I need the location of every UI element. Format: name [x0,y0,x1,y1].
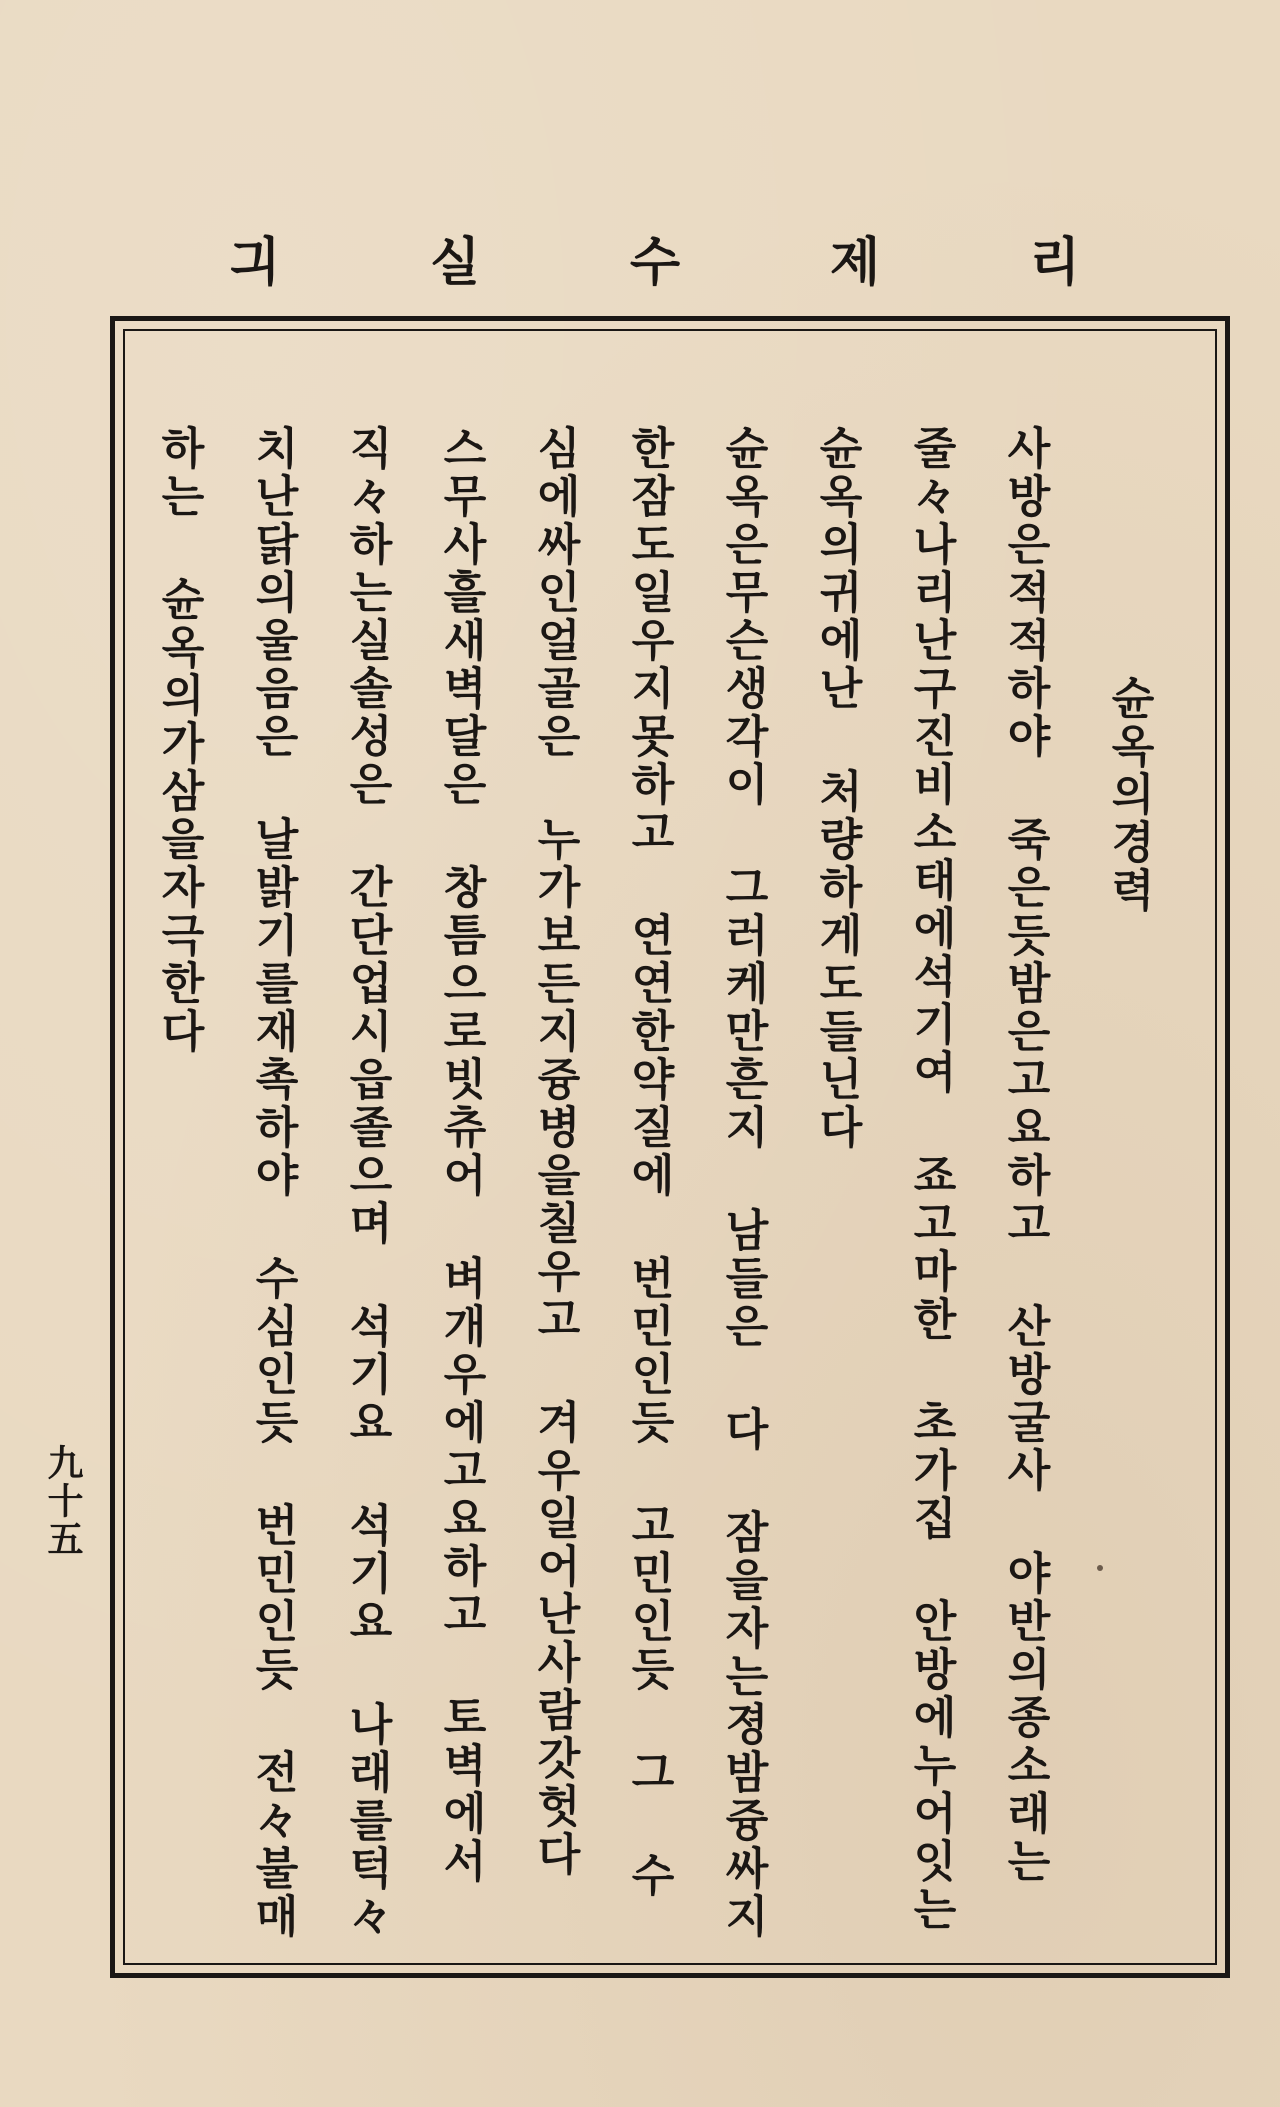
running-title-char: 실 [429,231,481,293]
text-column: 한잠도일우지못하고 연연한약질에 번민인듯 고민인듯 그 수 [623,425,674,1900]
text-column: 사방은적적하야 죽은듯밤은고요하고 산방굴사 야반의종소래는 [999,425,1050,1886]
text-column: 스무사흘새벽달은 창틈으로빗츄어 벼개우에고요하고 토벽에서 [435,425,486,1886]
running-title-char: 리 [1029,231,1080,293]
vertical-text-block [153,425,1175,1941]
text-column: 직々하는실솔성은 간단업시읍졸으며 석기요 석기요 나래를턱々 [341,425,392,1941]
running-title-char: 긔 [230,231,281,293]
page-number: 九十五 [42,1444,84,1558]
text-column: 줄々나리난구진비소태에석기여 죠고마한 초가집 안방에누어잇는 [905,425,956,1934]
paper-speck [1097,1565,1103,1571]
text-column: 치난닭의울음은 날밝기를재촉하야 수심인듯 번민인듯 전々불매 [247,425,298,1941]
running-title [230,222,1080,292]
text-column: 심에싸인얼골은 누가보든지즁병을칠우고 겨우일어난사람갓헛다 [529,425,580,1879]
running-title-char: 제 [829,231,881,293]
section-heading: 슌옥의경력 [1103,675,1154,915]
text-column: 슌옥은무슨생각이 그러케만흔지 남들은 다 잠을자는졍밤즁싸지 [717,425,768,1941]
text-column: 슌옥의귀에난 처량하게도들닌다 [811,425,862,1152]
text-column: 하는 슌옥의가삼을자극한다 [153,425,204,1056]
text-frame [110,316,1230,1978]
running-title-char: 수 [629,231,681,293]
